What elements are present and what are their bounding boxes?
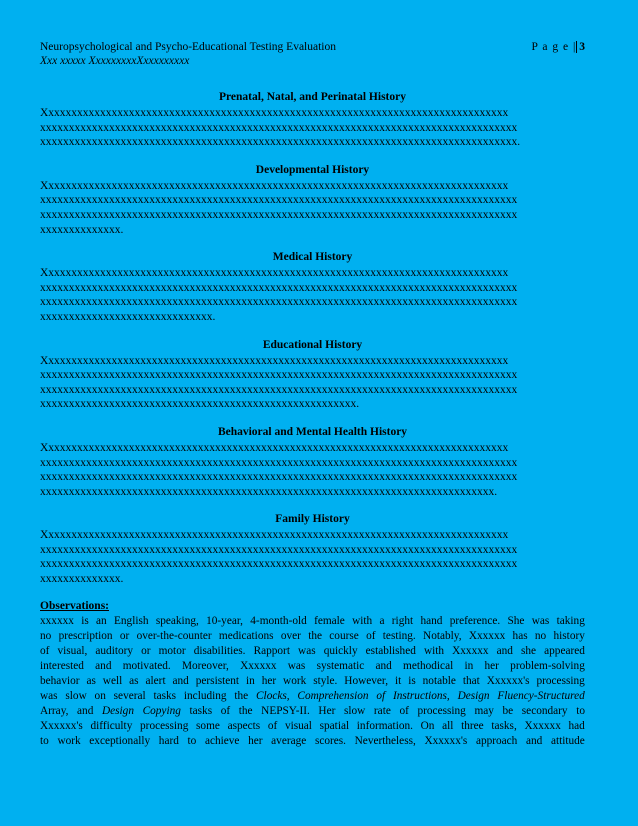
observation-word: visual: [284, 720, 312, 733]
observation-word: processing: [536, 675, 585, 688]
observation-word: and: [375, 659, 392, 672]
redacted-text-line: xxxxxxxxxxxxxx.: [40, 573, 124, 586]
section-title: Educational History: [262, 338, 363, 351]
observation-word: on: [94, 690, 106, 703]
history-section: [40, 338, 585, 412]
observation-line: [40, 734, 585, 749]
observation-line: [40, 629, 585, 644]
observation-word: testing.: [382, 629, 416, 642]
observation-word: and: [525, 735, 543, 748]
redacted-text-line: xxxxxxxxxxxxxxxxxxxxxxxxxxxxxxxxxxxxxxxxxxxxxxxxxxxxxxx.: [40, 398, 360, 411]
observation-word: slow: [65, 690, 87, 703]
observation-word: had: [568, 720, 585, 733]
observation-word: approach: [475, 735, 518, 748]
redacted-text-line: xxxxxxxxxxxxxxxxxxxxxxxxxxxxxxxxxxxxxxxxxxxxxxxxxxxxxxxxxxxxxxxxxxxxxxxxxxxxxxxxxxx: [40, 194, 518, 207]
redacted-text-line: xxxxxxxxxxxxxxxxxxxxxxxxxxxxxxxxxxxxxxxxxxxxxxxxxxxxxxxxxxxxxxxxxxxxxxxxxxxxxxxxxxx: [40, 456, 518, 469]
observation-word: Design: [101, 705, 134, 718]
observation-word: Her: [318, 705, 336, 718]
observation-word: behavior: [40, 675, 80, 688]
observation-word: Xxxxxx's: [40, 720, 83, 733]
observation-word: Moreover,: [181, 659, 229, 672]
observation-word: Xxxxxx: [524, 720, 561, 733]
observation-word: she: [521, 644, 537, 657]
redacted-text-line: xxxxxxxxxxxxxxxxxxxxxxxxxxxxxxxxxxxxxxxxxxxxxxxxxxxxxxxxxxxxxxxxxxxxxxxxxxxxxxxxxxx.: [40, 136, 521, 149]
observation-word: three: [461, 720, 484, 733]
observation-word: several: [113, 690, 146, 703]
redacted-text-line: xxxxxxxxxxxxxxxxxxxxxxxxxxxxxxxxxxxxxxxxxxxxxxxxxxxxxxxxxxxxxxxxxxxxxxxxxxxxxxxxxxx: [40, 558, 518, 571]
observation-word: quickly: [323, 644, 358, 657]
section-title: Behavioral and Mental Health History: [217, 425, 408, 438]
observation-word: including: [183, 690, 227, 703]
page-header: [40, 40, 585, 54]
observation-word: the: [234, 690, 249, 703]
redacted-text-line: xxxxxxxxxxxxxxxxxxxxxxxxxxxxxxxxxxxxxxxxxxxxxxxxxxxxxxxxxxxxxxxxxxxxxxxxxxxxxxxxxxx: [40, 296, 518, 309]
redacted-text-line: xxxxxxxxxxxxxxxxxxxxxxxxxxxxxxxxxxxxxxxxxxxxxxxxxxxxxxxxxxxxxxxxxxxxxxxxxxxxxxx.: [40, 485, 498, 498]
observation-word: Xxxxxx: [240, 659, 277, 672]
observation-word: of: [399, 705, 409, 718]
observation-word: hand: [420, 614, 443, 627]
observation-word: exceptionally: [89, 735, 151, 748]
observation-word: tasks: [153, 690, 177, 703]
observation-word: spatial: [319, 720, 350, 733]
observation-word: aspects: [227, 720, 261, 733]
redacted-text-line: Xxxxxxxxxxxxxxxxxxxxxxxxxxxxxxxxxxxxxxxxxxxxxxxxxxxxxxxxxxxxxxxxxxxxxxxxxxxxxxxxx: [40, 107, 509, 119]
observation-word: methodical: [403, 659, 454, 672]
observation-word: disabilities.: [193, 644, 246, 657]
redacted-text-line: xxxxxxxxxxxxxxxxxxxxxxxxxxxxxxxxxxxxxxxxxxxxxxxxxxxxxxxxxxxxxxxxxxxxxxxxxxxxxxxxxxx: [40, 208, 518, 221]
section-title: Medical History: [272, 251, 353, 264]
observation-word: systematic: [316, 659, 365, 672]
observation-word: English: [114, 614, 149, 627]
observation-word: alert: [145, 675, 166, 688]
observation-line: [40, 674, 585, 689]
observation-word: may: [474, 705, 494, 718]
observation-word: Nevertheless,: [354, 735, 416, 748]
observation-word: over-the-counter: [136, 629, 212, 642]
observation-word: medications: [218, 629, 274, 642]
observation-word: difficulty: [90, 720, 133, 733]
observation-word: Copying: [142, 705, 181, 718]
observation-word: to: [40, 735, 49, 748]
observation-word: established: [365, 644, 416, 657]
observation-word: and: [77, 705, 94, 718]
observation-word: an: [96, 614, 107, 627]
observation-word: prescription: [58, 629, 113, 642]
observation-line: [40, 659, 585, 674]
observation-word: preference.: [449, 614, 501, 627]
observation-word: female: [314, 614, 345, 627]
observation-word: to: [576, 705, 585, 718]
observation-word: processing: [417, 705, 466, 718]
history-section: [40, 250, 585, 324]
observation-line: [40, 614, 585, 629]
observation-word: that: [462, 675, 480, 688]
observation-word: However,: [344, 675, 389, 688]
observation-word: her: [484, 659, 499, 672]
page-number-value: 3: [576, 41, 585, 53]
observation-word: xxxxxx: [40, 614, 74, 627]
history-sections: [40, 90, 585, 587]
observation-word: and: [496, 644, 513, 657]
observation-word: Design: [457, 690, 490, 703]
observation-word: or: [119, 629, 130, 642]
patient-name: Xxx xxxxx XxxxxxxxxXxxxxxxxxx: [40, 55, 190, 67]
observation-word: was: [287, 659, 306, 672]
page-label: P a g e |: [531, 41, 577, 53]
observation-word: history: [553, 629, 585, 642]
redacted-text-line: xxxxxxxxxxxxxxxxxxxxxxxxxxxxxxxxxxxxxxxxxxxxxxxxxxxxxxxxxxxxxxxxxxxxxxxxxxxxxxxxxxx: [40, 543, 518, 556]
observation-word: style.: [313, 675, 338, 688]
observation-word: over: [280, 629, 301, 642]
observation-word: On: [420, 720, 435, 733]
observation-line: [40, 704, 585, 719]
observation-word: Xxxxxx: [452, 644, 489, 657]
observation-word: information.: [356, 720, 413, 733]
observation-word: Notably,: [423, 629, 462, 642]
observation-word: is: [81, 614, 89, 627]
observation-word: attitude: [550, 735, 585, 748]
history-section: [40, 90, 585, 150]
observation-word: rate: [373, 705, 391, 718]
observation-word: was: [40, 690, 58, 703]
redacted-text-line: xxxxxxxxxxxxxxxxxxxxxxxxxxxxxxxxxxxxxxxxxxxxxxxxxxxxxxxxxxxxxxxxxxxxxxxxxxxxxxxxxxx: [40, 369, 518, 382]
observation-word: of: [267, 720, 278, 733]
observation-word: Xxxxxx's: [486, 675, 530, 688]
observation-word: with: [423, 644, 445, 657]
observation-word: 4-month-old: [250, 614, 307, 627]
observation-word: speaking,: [155, 614, 199, 627]
observation-word: her: [261, 675, 277, 688]
observation-word: of: [220, 705, 231, 718]
observation-word: scores.: [314, 735, 346, 748]
observation-word: of: [376, 690, 386, 703]
observation-word: with: [352, 614, 373, 627]
observation-word: NEPSY-II.: [261, 705, 310, 718]
observation-word: and: [172, 675, 189, 688]
redacted-text-line: xxxxxxxxxxxxxxxxxxxxxxxxxxxxxxxxxxxxxxxxxxxxxxxxxxxxxxxxxxxxxxxxxxxxxxxxxxxxxxxxxxx: [40, 121, 518, 134]
observation-word: notable: [422, 675, 456, 688]
observation-word: 10-year,: [206, 614, 243, 627]
observation-word: achieve: [204, 735, 240, 748]
observation-word: processing: [140, 720, 189, 733]
section-title: Developmental History: [255, 163, 370, 176]
observation-word: interested: [40, 659, 84, 672]
observation-word: motor: [158, 644, 186, 657]
observation-word: motivated.: [122, 659, 171, 672]
redacted-text-line: Xxxxxxxxxxxxxxxxxxxxxxxxxxxxxxxxxxxxxxxxxxxxxxxxxxxxxxxxxxxxxxxxxxxxxxxxxxxxxxxxx: [40, 267, 509, 280]
observations-title: Observations:: [40, 599, 109, 612]
observations-body: [40, 614, 585, 750]
observation-word: all: [442, 720, 454, 733]
observation-word: tasks: [189, 705, 213, 718]
observation-word: or: [141, 644, 151, 657]
redacted-text-line: Xxxxxxxxxxxxxxxxxxxxxxxxxxxxxxxxxxxxxxxxxxxxxxxxxxxxxxxxxxxxxxxxxxxxxxxxxxxxxxxxx: [40, 441, 509, 454]
observation-word: is: [408, 675, 416, 688]
observation-word: right: [391, 614, 414, 627]
observation-word: and: [95, 659, 112, 672]
observation-word: a: [379, 614, 385, 627]
observation-word: work: [283, 675, 307, 688]
observation-word: hard: [158, 735, 179, 748]
redacted-text-line: xxxxxxxxxxxxxxxxxxxxxxxxxxxxxx.: [40, 310, 216, 323]
observation-word: be: [502, 705, 514, 718]
observation-word: Xxxxxx's: [424, 735, 468, 748]
observation-word: taking: [556, 614, 585, 627]
observation-line: [40, 644, 585, 659]
observation-word: in: [464, 659, 474, 672]
observation-word: Instructions,: [392, 690, 450, 703]
section-title: Prenatal, Natal, and Perinatal History: [219, 91, 406, 103]
observation-word: Clocks,: [256, 690, 290, 703]
observation-word: Rapport: [253, 644, 290, 657]
history-section: [40, 425, 585, 499]
document-page: [40, 40, 585, 750]
observation-word: average: [271, 735, 307, 748]
observation-word: problem-solving: [510, 659, 585, 672]
observation-word: no: [40, 629, 52, 642]
observation-word: tasks,: [491, 720, 517, 733]
observation-line: [40, 719, 585, 734]
section-title: Family History: [275, 513, 350, 526]
observation-word: of: [366, 629, 376, 642]
observation-word: was: [298, 644, 316, 657]
observation-word: the: [238, 705, 253, 718]
header-title: Neuropsychological and Psycho-Educational Testing Evaluation: [40, 41, 336, 53]
observation-word: work: [57, 735, 81, 748]
redacted-text-line: Xxxxxxxxxxxxxxxxxxxxxxxxxxxxxxxxxxxxxxxxxxxxxxxxxxxxxxxxxxxxxxxxxxxxxxxxxxxxxxxxx: [40, 529, 509, 542]
observation-word: well: [102, 675, 123, 688]
observation-word: her: [248, 735, 263, 748]
observation-word: no: [534, 629, 547, 642]
observation-word: to: [187, 735, 197, 748]
observation-word: course: [329, 629, 359, 642]
observation-word: was: [531, 614, 550, 627]
page-number: [532, 40, 585, 54]
observation-word: secondary: [521, 705, 568, 718]
redacted-text-line: xxxxxxxxxxxxxxxxxxxxxxxxxxxxxxxxxxxxxxxxxxxxxxxxxxxxxxxxxxxxxxxxxxxxxxxxxxxxxxxxxxx: [40, 383, 518, 396]
observation-line: [40, 689, 585, 704]
observation-word: has: [512, 629, 528, 642]
redacted-text-line: xxxxxxxxxxxxxx.: [40, 223, 124, 236]
observation-word: slow: [343, 705, 366, 718]
observation-word: as: [129, 675, 139, 688]
observation-word: persistent: [195, 675, 240, 688]
observation-word: some: [196, 720, 220, 733]
observation-word: of: [40, 644, 50, 657]
history-section: [40, 512, 585, 586]
observation-word: Comprehension: [297, 690, 369, 703]
observation-word: the: [308, 629, 322, 642]
observation-word: She: [507, 614, 525, 627]
history-section: [40, 163, 585, 237]
observation-word: visual,: [57, 644, 88, 657]
redacted-text-line: xxxxxxxxxxxxxxxxxxxxxxxxxxxxxxxxxxxxxxxxxxxxxxxxxxxxxxxxxxxxxxxxxxxxxxxxxxxxxxxxxxx: [40, 471, 518, 484]
observation-word: it: [394, 675, 402, 688]
observation-word: auditory: [95, 644, 134, 657]
observation-word: appeared: [544, 644, 585, 657]
observation-word: in: [245, 675, 255, 688]
redacted-text-line: Xxxxxxxxxxxxxxxxxxxxxxxxxxxxxxxxxxxxxxxxxxxxxxxxxxxxxxxxxxxxxxxxxxxxxxxxxxxxxxxxx: [40, 354, 509, 367]
observation-word: Xxxxxx: [468, 629, 506, 642]
observation-word: Array,: [40, 705, 69, 718]
observation-word: Fluency-Structured: [497, 690, 585, 703]
observation-word: as: [86, 675, 96, 688]
redacted-text-line: xxxxxxxxxxxxxxxxxxxxxxxxxxxxxxxxxxxxxxxxxxxxxxxxxxxxxxxxxxxxxxxxxxxxxxxxxxxxxxxxxxx: [40, 281, 518, 294]
redacted-text-line: Xxxxxxxxxxxxxxxxxxxxxxxxxxxxxxxxxxxxxxxxxxxxxxxxxxxxxxxxxxxxxxxxxxxxxxxxxxxxxxxxx: [40, 179, 509, 192]
